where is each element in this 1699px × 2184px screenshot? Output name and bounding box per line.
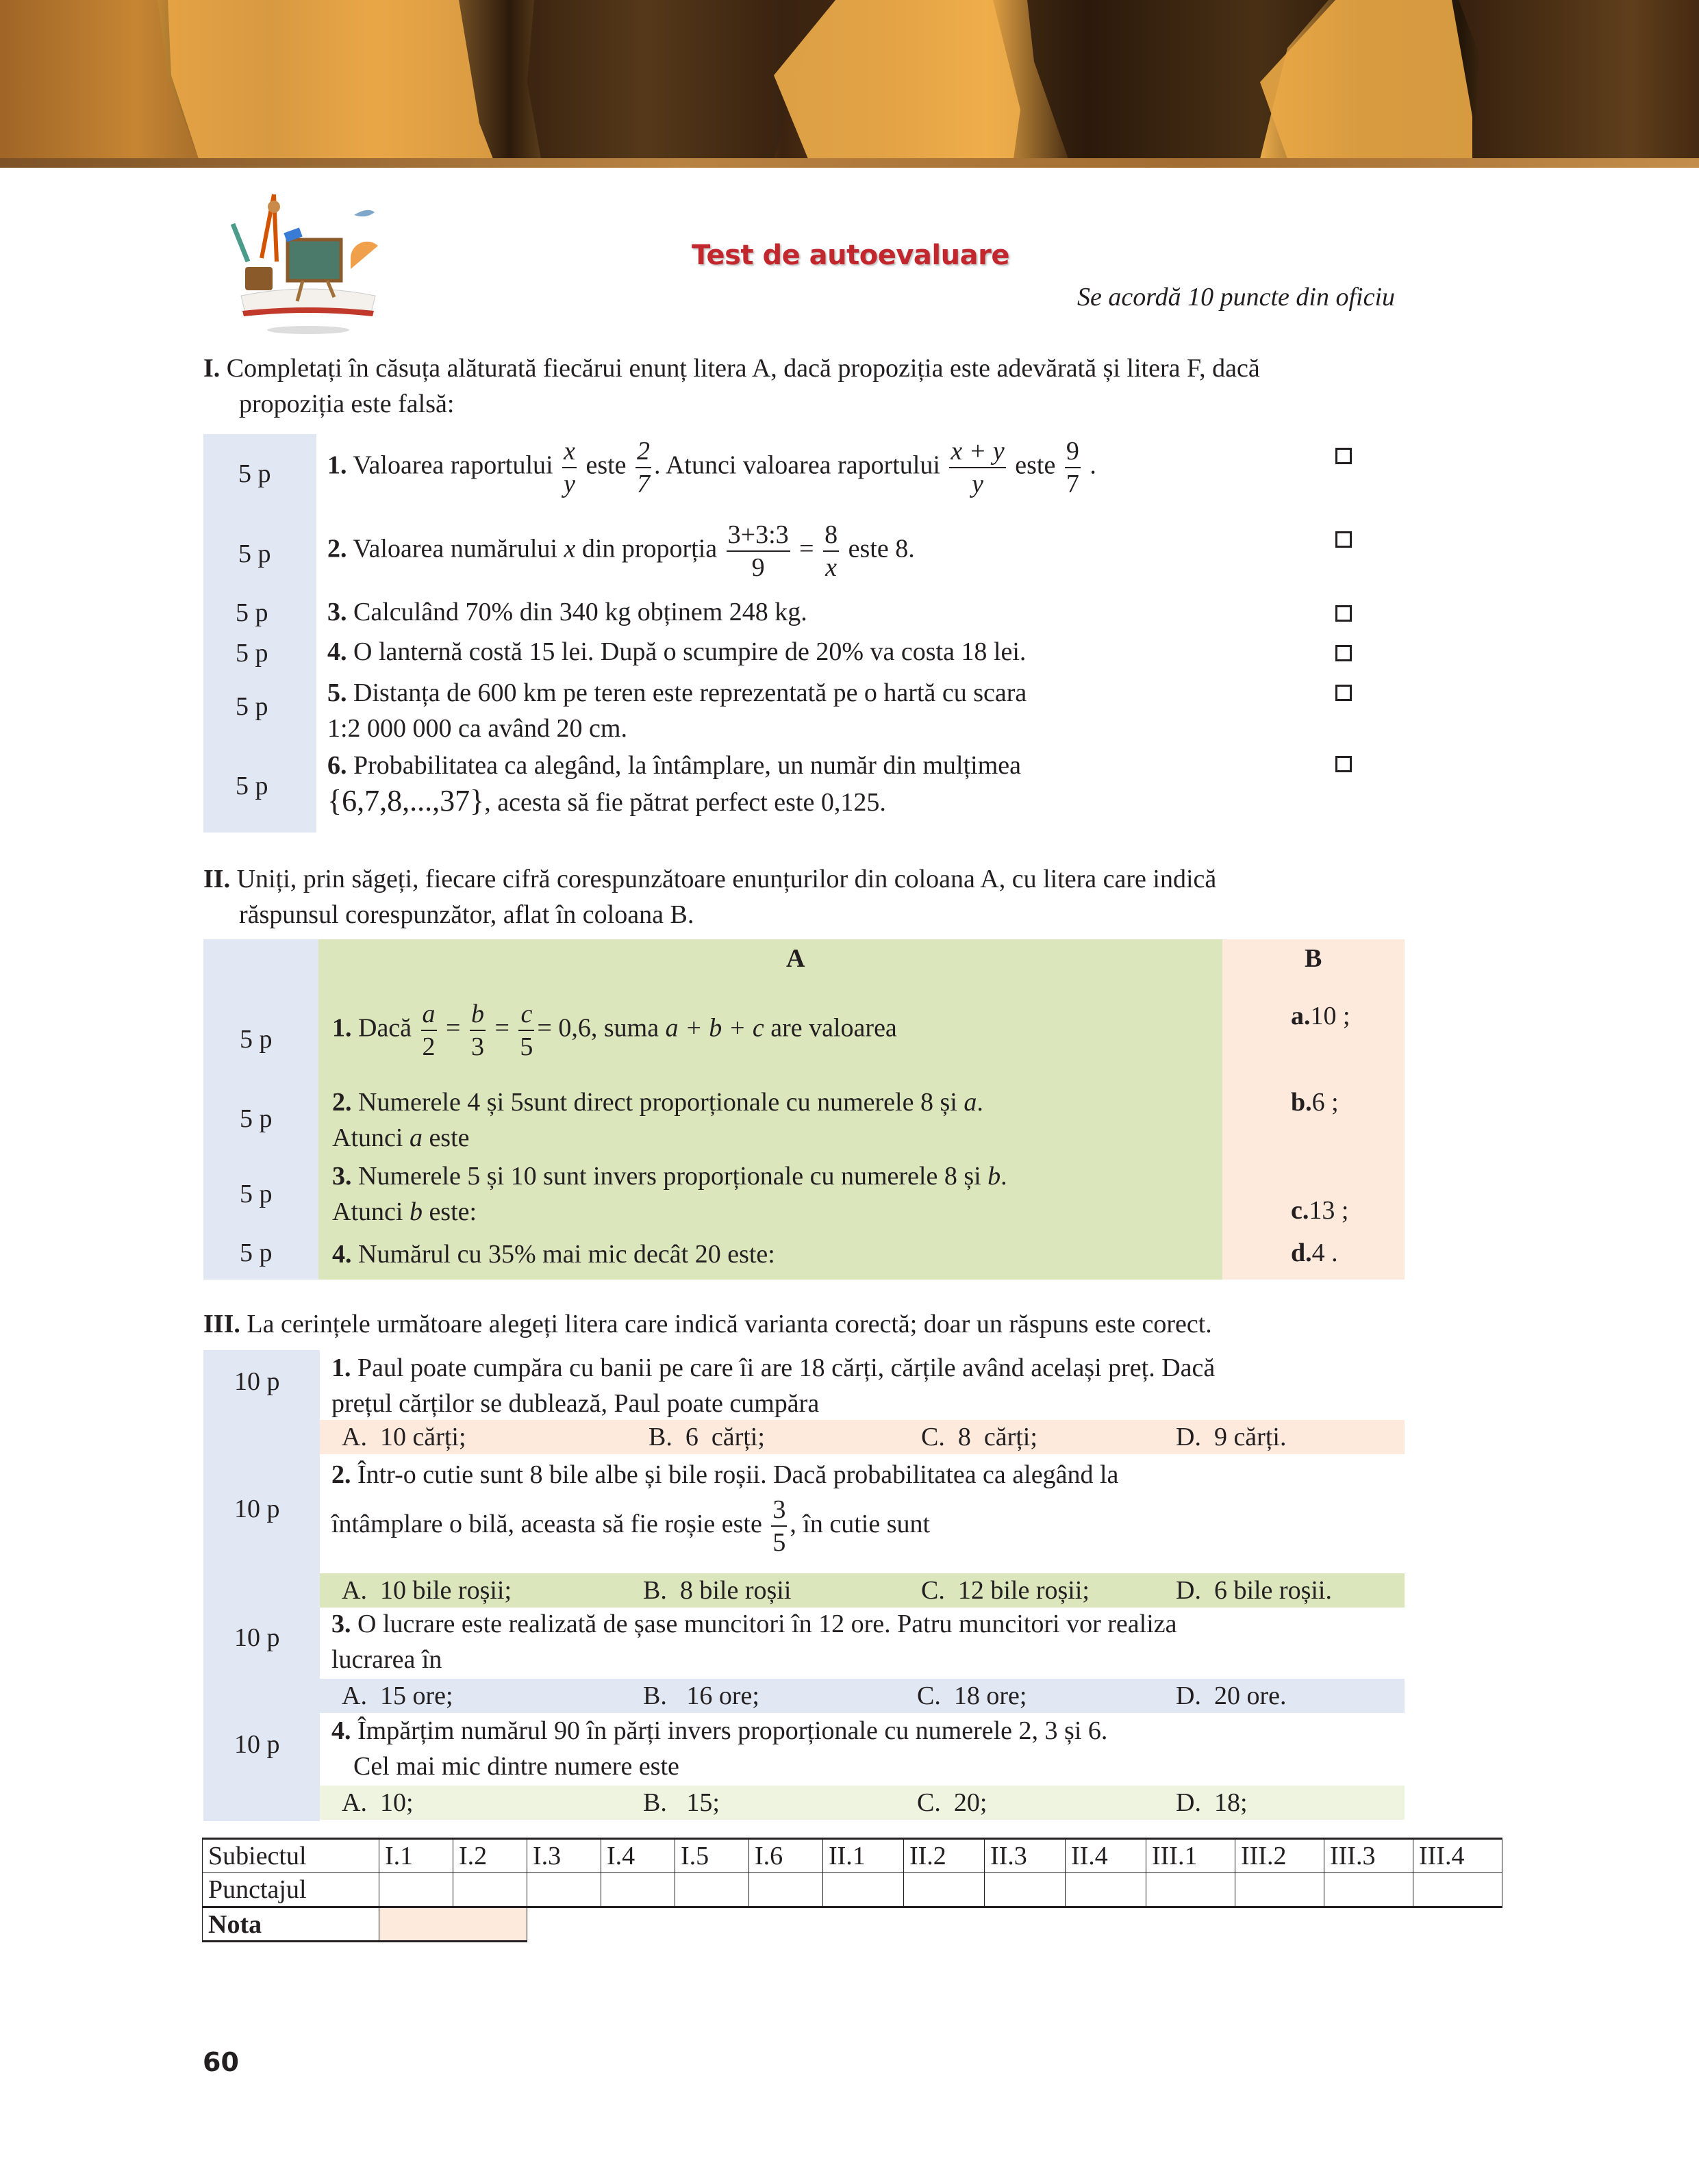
option-d[interactable]: D. 20 ore.	[1176, 1681, 1287, 1710]
grade-cell[interactable]	[379, 1907, 527, 1942]
score-row-subjects: Subiectul I.1 I.2 I.3 I.4 I.5 I.6 II.1 II.2 II.3 II.4 III.1 III.2 III.3 III.4	[203, 1839, 1502, 1873]
answer-checkbox-i1[interactable]	[1335, 448, 1352, 464]
page-number: 60	[203, 2047, 239, 2077]
column-a-item-1[interactable]: 1. Dacă $\frac{a}{2}$ = $\frac{b}{3}$ = $\frac{c}{5}$ = 0,6, suma a + b + c are valoarea	[332, 1000, 897, 1061]
golden-blocks-decoration	[0, 0, 1699, 159]
row-label: Nota	[203, 1907, 379, 1942]
section-2-number: II.	[203, 865, 231, 893]
score-cell[interactable]	[1235, 1873, 1324, 1907]
score-cell[interactable]	[1066, 1873, 1146, 1907]
column-b-answer-b[interactable]: b.6 ;	[1291, 1088, 1339, 1117]
option-d[interactable]: D. 18;	[1176, 1788, 1248, 1817]
fraction: $\frac{x}{y}$	[564, 437, 575, 498]
section-1-item-2: 2. Valoarea numărului x din proporția $\frac{3+3:3}{9}$ = $\frac{8}{x}$ este 8.	[327, 520, 915, 582]
item-points: 5 p	[238, 539, 271, 568]
option-b[interactable]: B. 16 ore;	[643, 1681, 759, 1710]
score-cell[interactable]	[1324, 1873, 1413, 1907]
score-table	[202, 1838, 1502, 1942]
section-3-question-4: 4. Împărțim numărul 90 în părți invers proporționale cu numerele 2, 3 și 6. Cel mai mic dintre numere este	[331, 1716, 1108, 1781]
score-cell[interactable]	[379, 1873, 453, 1907]
answer-checkbox-i6[interactable]	[1335, 756, 1352, 772]
option-a[interactable]: A. 15 ore;	[342, 1681, 453, 1710]
item-points: 10 p	[234, 1367, 280, 1396]
item-points: 5 p	[236, 598, 268, 627]
fraction: $\frac{x + y}{y}$	[951, 437, 1005, 498]
score-row-grade	[203, 1907, 1502, 1942]
option-c[interactable]: C. 8 cărți;	[921, 1423, 1037, 1451]
fraction: $\frac{b}{3}$	[470, 1000, 484, 1061]
option-c[interactable]: C. 20;	[917, 1788, 987, 1817]
section-3-question-2: 2. Într-o cutie sunt 8 bile albe și bile roșii. Dacă probabilitatea ca alegând la întâmplare o bilă, aceasta să fie roșie este $\frac{3}{5}$ , în cutie sunt	[331, 1460, 1119, 1558]
item-points: 5 p	[240, 1180, 273, 1208]
column-b-header: B	[1305, 944, 1322, 973]
item-points: 5 p	[240, 1239, 273, 1267]
fraction: $\frac{3}{5}$	[772, 1495, 786, 1558]
question-3-options	[320, 1679, 1405, 1713]
option-c[interactable]: C. 12 bile roșii;	[921, 1576, 1090, 1605]
banner-bottom-strip	[0, 158, 1699, 168]
item-points: 10 p	[234, 1730, 280, 1759]
item-points: 5 p	[236, 772, 268, 800]
answer-checkbox-i3[interactable]	[1335, 605, 1352, 622]
section-3-number: III.	[203, 1310, 240, 1338]
section-1-item-6: 6. Probabilitatea ca alegând, la întâmplare, un număr din mulțimea {6,7,8,...,37}, acesta să fie pătrat perfect este 0,125.	[327, 751, 1021, 817]
option-c[interactable]: C. 18 ore;	[917, 1681, 1027, 1710]
section-1-item-1: 1. Valoarea raportului $\frac{x}{y}$ este $\frac{2}{7}$ . Atunci valoarea raportului $\frac{x + y}{y}$ este $\frac{9}{7}$ .	[327, 437, 1096, 498]
section-1-instruction: I. Completați în căsuța alăturată fiecărui enunț litera A, dacă propoziția este adevărată și litera F, dacă propoziția este falsă:	[203, 354, 1260, 418]
section-3-instruction: III. La cerințele următoare alegeți litera care indică varianta corectă; doar un răspuns este corect.	[203, 1310, 1212, 1338]
column-a-item-3[interactable]: 3. Numerele 5 și 10 sunt invers proporționale cu numerele 8 și b. Atunci b este:	[332, 1162, 1007, 1226]
fraction: $\frac{2}{7}$	[637, 437, 651, 498]
row-label: Punctajul	[203, 1873, 379, 1907]
school-supplies-illustration-icon	[221, 186, 397, 340]
column-a-header: A	[786, 944, 805, 973]
question-1-options	[320, 1420, 1405, 1454]
option-b[interactable]: B. 8 bile roșii	[643, 1576, 792, 1605]
option-d[interactable]: D. 6 bile roșii.	[1176, 1576, 1332, 1605]
section-1-item-4: 4. O lanternă costă 15 lei. După o scumpire de 20% va costa 18 lei.	[327, 637, 1027, 666]
row-label: Subiectul	[203, 1839, 379, 1873]
question-4-options	[320, 1786, 1405, 1820]
section-3-question-3: 3. O lucrare este realizată de șase muncitori în 12 ore. Patru muncitori vor realiza lucrarea în	[331, 1610, 1177, 1674]
score-cell[interactable]	[1146, 1873, 1235, 1907]
item-points: 5 p	[236, 639, 268, 668]
score-cell[interactable]	[675, 1873, 749, 1907]
score-row-points	[203, 1873, 1502, 1907]
item-points: 5 p	[240, 1104, 273, 1133]
score-cell[interactable]	[527, 1873, 601, 1907]
column-a-item-4[interactable]: 4. Numărul cu 35% mai mic decât 20 este:	[332, 1240, 775, 1269]
section-1-number: I.	[203, 354, 221, 383]
item-points: 5 p	[236, 692, 268, 721]
item-points: 5 p	[240, 1025, 273, 1054]
section-1-item-5: 5. Distanța de 600 km pe teren este reprezentată pe o hartă cu scara 1:2 000 000 ca având 20 cm.	[327, 678, 1027, 743]
option-a[interactable]: A. 10;	[342, 1788, 414, 1817]
answer-checkbox-i4[interactable]	[1335, 645, 1352, 661]
fraction: $\frac{c}{5}$	[520, 1000, 533, 1061]
score-cell[interactable]	[749, 1873, 823, 1907]
option-a[interactable]: A. 10 bile roșii;	[342, 1576, 512, 1605]
score-cell[interactable]	[823, 1873, 904, 1907]
option-d[interactable]: D. 9 cărți.	[1176, 1423, 1287, 1451]
fraction: $\frac{9}{7}$	[1066, 437, 1079, 498]
fraction: $\frac{3+3:3}{9}$	[727, 520, 789, 582]
page-title: Test de autoevaluare	[692, 240, 1009, 271]
item-points: 10 p	[234, 1623, 280, 1652]
score-cell[interactable]	[601, 1873, 675, 1907]
column-b-answer-c[interactable]: c.13 ;	[1291, 1196, 1349, 1225]
section-1-item-3: 3. Calculând 70% din 340 kg obținem 248 kg.	[327, 598, 807, 626]
score-cell[interactable]	[904, 1873, 985, 1907]
score-cell[interactable]	[1413, 1873, 1502, 1907]
score-cell[interactable]	[985, 1873, 1066, 1907]
column-a-item-2[interactable]: 2. Numerele 4 și 5sunt direct proporționale cu numerele 8 și a. Atunci a este	[332, 1088, 983, 1152]
section-3-question-1: 1. Paul poate cumpăra cu banii pe care îi are 18 cărți, cărțile având același preț. Dacă prețul cărților se dublează, Paul poate cumpăra	[331, 1354, 1216, 1418]
header-banner-image	[0, 0, 1699, 168]
question-2-options	[320, 1573, 1405, 1608]
section-2-instruction: II. Uniți, prin săgeți, fiecare cifră corespunzătoare enunțurilor din coloana A, cu litera care indică răspunsul corespunzător, aflat în coloana B.	[203, 865, 1217, 929]
column-b-answer-a[interactable]: a.10 ;	[1291, 1002, 1350, 1030]
score-cell[interactable]	[453, 1873, 527, 1907]
item-points: 10 p	[234, 1495, 280, 1523]
answer-checkbox-i2[interactable]	[1335, 531, 1352, 548]
option-a[interactable]: A. 10 cărți;	[342, 1423, 466, 1451]
fraction: $\frac{8}{x}$	[825, 520, 838, 582]
option-b[interactable]: B. 6 cărți;	[649, 1423, 765, 1451]
option-b[interactable]: B. 15;	[643, 1788, 720, 1817]
bonus-points-note: Se acordă 10 puncte din oficiu	[1077, 283, 1395, 312]
column-b-answer-d[interactable]: d.4 .	[1291, 1239, 1338, 1267]
item-points: 5 p	[238, 459, 271, 488]
fraction: $\frac{a}{2}$	[422, 1000, 436, 1061]
answer-checkbox-i5[interactable]	[1335, 685, 1352, 701]
